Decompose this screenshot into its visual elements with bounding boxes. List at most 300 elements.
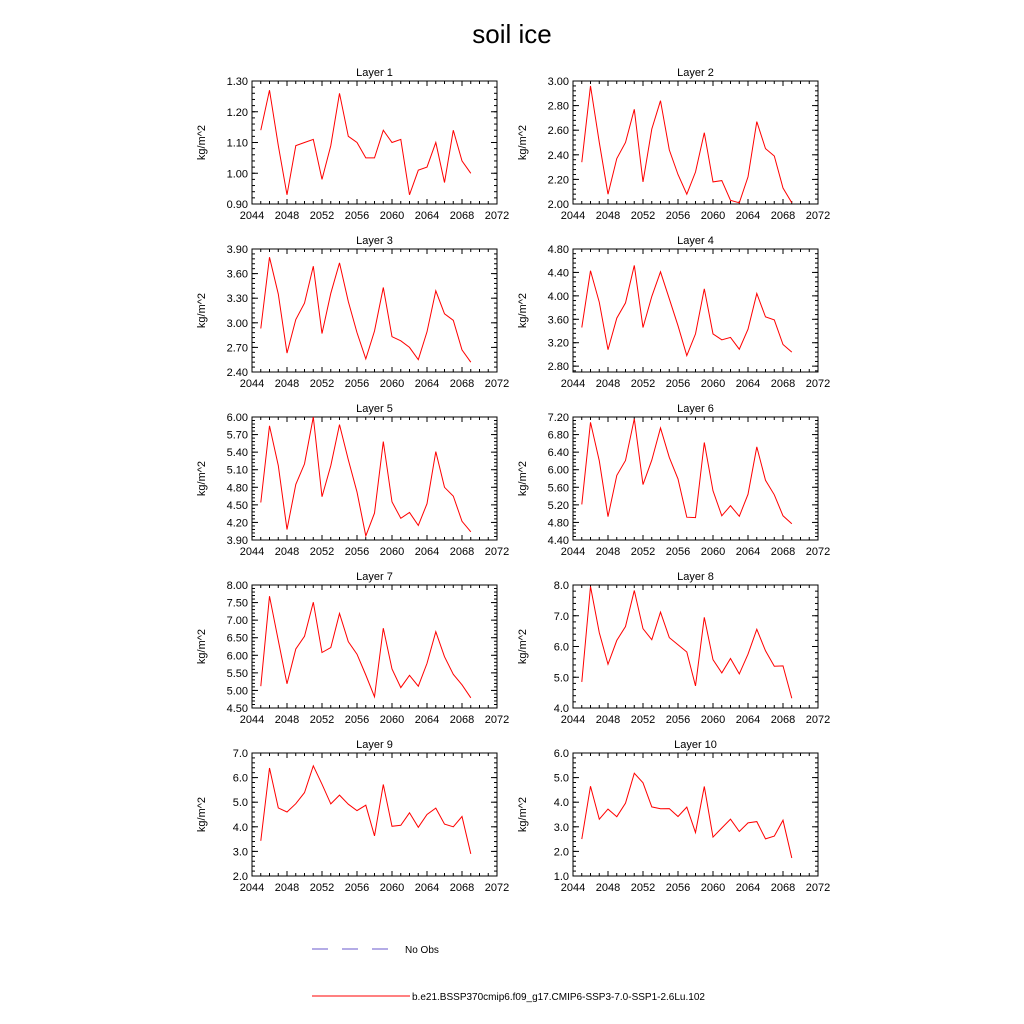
x-tick-label: 2064 (414, 882, 440, 894)
data-point (625, 802, 627, 804)
panel-layer-4 (517, 235, 830, 390)
x-tick-label: 2068 (770, 546, 796, 558)
data-point (304, 302, 306, 304)
data-point (642, 181, 644, 183)
data-point (773, 494, 775, 496)
y-tick-label: 3.0 (553, 821, 569, 834)
data-point (703, 288, 705, 290)
data-point (365, 674, 367, 676)
y-tick-label: 6.0 (553, 748, 569, 760)
panel-layer-3 (196, 235, 509, 390)
data-point (581, 503, 583, 505)
data-point (461, 815, 463, 817)
data-point (712, 836, 714, 838)
panel-layer-5 (196, 403, 509, 558)
data-point (625, 302, 627, 304)
y-tick-label: 2.00 (547, 199, 569, 211)
data-point (747, 176, 749, 178)
y-tick-label: 6.50 (226, 632, 248, 645)
data-point (409, 812, 411, 814)
data-point (409, 511, 411, 513)
data-point (660, 427, 662, 429)
x-tick-label: 2072 (484, 882, 510, 894)
y-tick-label: 5.50 (226, 667, 248, 680)
x-tick-label: 2068 (770, 210, 796, 222)
data-point (651, 459, 653, 461)
data-point (677, 173, 679, 175)
data-point (773, 835, 775, 837)
y-tick-label: 2.60 (547, 125, 569, 138)
data-point (277, 145, 279, 147)
data-point (295, 648, 297, 650)
x-tick-label: 2068 (449, 210, 475, 222)
data-point (426, 662, 428, 664)
data-point (616, 317, 618, 319)
data-point (286, 683, 288, 685)
y-tick-label: 6.0 (553, 641, 569, 654)
plot-frame (252, 249, 497, 372)
data-point (738, 202, 740, 204)
data-point (365, 358, 367, 360)
data-point (712, 490, 714, 492)
panel-layer-8 (517, 571, 830, 726)
x-tick-label: 2072 (484, 714, 510, 726)
data-point (312, 416, 314, 418)
data-point (756, 446, 758, 448)
data-point (607, 808, 609, 810)
legend-label-no-obs: No Obs (405, 945, 439, 956)
data-point (382, 783, 384, 785)
y-tick-label: 4.80 (547, 244, 569, 256)
data-point (312, 138, 314, 140)
y-axis-label: kg/m^2 (196, 628, 208, 665)
x-tick-label: 2068 (770, 378, 796, 390)
data-point (286, 811, 288, 813)
x-tick-label: 2072 (805, 714, 831, 726)
data-point (642, 484, 644, 486)
data-point (616, 474, 618, 476)
y-tick-label: 5.00 (226, 685, 248, 698)
data-point (642, 628, 644, 630)
y-tick-label: 4.20 (226, 517, 248, 530)
y-tick-label: 3.00 (226, 317, 248, 330)
data-point (668, 298, 670, 300)
data-point (382, 441, 384, 443)
data-point (782, 665, 784, 667)
data-point (756, 293, 758, 295)
data-point (651, 639, 653, 641)
data-point (444, 823, 446, 825)
data-point (686, 355, 688, 357)
data-point (286, 528, 288, 530)
data-point (773, 319, 775, 321)
y-tick-label: 3.20 (547, 337, 569, 350)
data-point (581, 326, 583, 328)
x-tick-label: 2052 (309, 210, 335, 222)
data-point (277, 640, 279, 642)
y-tick-label: 4.80 (547, 517, 569, 530)
panel-title: Layer 4 (677, 235, 714, 247)
data-point (444, 313, 446, 315)
data-point (581, 161, 583, 163)
y-tick-label: 6.00 (547, 464, 569, 477)
data-point (391, 501, 393, 503)
data-point (330, 292, 332, 294)
x-tick-label: 2068 (449, 882, 475, 894)
y-tick-label: 5.20 (547, 499, 569, 512)
y-axis-label: kg/m^2 (517, 124, 529, 161)
data-point (374, 512, 376, 514)
data-point (417, 169, 419, 171)
data-point (765, 316, 767, 318)
data-point (791, 523, 793, 525)
x-tick-label: 2052 (309, 714, 335, 726)
data-point (444, 181, 446, 183)
data-point (312, 265, 314, 267)
data-point (461, 520, 463, 522)
x-tick-label: 2060 (379, 210, 405, 222)
data-point (339, 92, 341, 94)
data-point (339, 262, 341, 264)
data-point (444, 486, 446, 488)
data-point (260, 840, 262, 842)
data-point (374, 835, 376, 837)
y-tick-label: 3.60 (226, 268, 248, 281)
data-point (356, 653, 358, 655)
data-point (339, 794, 341, 796)
data-point (347, 459, 349, 461)
data-point (330, 803, 332, 805)
x-tick-label: 2072 (805, 210, 831, 222)
x-tick-label: 2044 (239, 882, 265, 894)
data-point (417, 524, 419, 526)
panel-layer-7 (196, 571, 509, 726)
x-tick-label: 2072 (484, 378, 510, 390)
data-point (791, 697, 793, 699)
y-axis-label: kg/m^2 (517, 292, 529, 329)
panel-title: Layer 1 (356, 67, 393, 79)
data-point (321, 332, 323, 334)
x-tick-label: 2060 (379, 378, 405, 390)
data-point (339, 612, 341, 614)
data-point (625, 626, 627, 628)
plot-frame (252, 585, 497, 708)
y-tick-label: 6.80 (547, 429, 569, 442)
x-tick-label: 2060 (379, 546, 405, 558)
y-axis-label: kg/m^2 (196, 796, 208, 833)
x-tick-label: 2048 (595, 378, 621, 390)
x-tick-label: 2060 (700, 546, 726, 558)
x-tick-label: 2072 (484, 546, 510, 558)
y-tick-label: 5.10 (226, 464, 248, 477)
x-tick-label: 2052 (309, 882, 335, 894)
panel-layer-1 (196, 67, 509, 222)
panel-layer-2 (517, 67, 830, 222)
data-point (686, 806, 688, 808)
panel-title: Layer 8 (677, 571, 714, 583)
data-point (590, 586, 592, 588)
data-point (321, 178, 323, 180)
data-point (304, 792, 306, 794)
data-point (409, 194, 411, 196)
data-point (269, 89, 271, 91)
plot-frame (252, 753, 497, 876)
data-point (677, 325, 679, 327)
data-point (365, 535, 367, 537)
y-tick-label: 7.50 (226, 597, 248, 610)
x-tick-label: 2060 (379, 882, 405, 894)
data-point (607, 349, 609, 351)
x-tick-label: 2064 (735, 378, 761, 390)
series-line (261, 417, 471, 536)
data-point (339, 424, 341, 426)
y-tick-label: 5.40 (226, 447, 248, 460)
data-point (461, 160, 463, 162)
data-point (660, 808, 662, 810)
data-point (607, 663, 609, 665)
data-point (461, 684, 463, 686)
x-tick-label: 2044 (560, 714, 586, 726)
data-point (417, 685, 419, 687)
x-tick-label: 2064 (414, 378, 440, 390)
y-tick-label: 2.40 (226, 367, 248, 379)
x-tick-label: 2044 (560, 210, 586, 222)
data-point (400, 517, 402, 519)
data-point (382, 287, 384, 289)
x-tick-label: 2056 (344, 378, 370, 390)
data-point (435, 142, 437, 144)
data-point (668, 456, 670, 458)
data-point (374, 696, 376, 698)
data-point (765, 650, 767, 652)
data-point (633, 418, 635, 420)
y-tick-label: 4.80 (226, 482, 248, 495)
x-tick-label: 2064 (735, 882, 761, 894)
data-point (703, 132, 705, 134)
x-tick-label: 2068 (770, 714, 796, 726)
y-tick-label: 6.00 (226, 650, 248, 663)
data-point (651, 806, 653, 808)
data-point (304, 635, 306, 637)
x-tick-label: 2056 (665, 378, 691, 390)
panel-title: Layer 3 (356, 235, 393, 247)
x-tick-label: 2052 (630, 378, 656, 390)
data-point (756, 121, 758, 123)
data-point (703, 785, 705, 787)
x-tick-label: 2060 (700, 882, 726, 894)
x-tick-label: 2072 (805, 882, 831, 894)
data-point (400, 340, 402, 342)
data-point (312, 601, 314, 603)
x-tick-label: 2056 (665, 546, 691, 558)
x-tick-label: 2048 (595, 714, 621, 726)
x-tick-label: 2056 (344, 210, 370, 222)
data-point (747, 653, 749, 655)
data-point (426, 331, 428, 333)
data-point (703, 441, 705, 443)
y-tick-label: 6.40 (547, 447, 569, 460)
data-point (633, 590, 635, 592)
data-point (470, 697, 472, 699)
panel-title: Layer 6 (677, 403, 714, 415)
data-point (452, 495, 454, 497)
y-tick-label: 7.00 (226, 615, 248, 628)
y-tick-label: 5.0 (553, 672, 569, 685)
data-point (295, 145, 297, 147)
x-tick-label: 2048 (274, 210, 300, 222)
data-point (417, 826, 419, 828)
y-tick-label: 6.0 (232, 772, 248, 785)
x-tick-label: 2044 (560, 546, 586, 558)
data-point (773, 665, 775, 667)
data-point (444, 656, 446, 658)
y-tick-label: 1.30 (226, 76, 248, 88)
data-point (286, 194, 288, 196)
data-point (695, 517, 697, 519)
data-point (668, 808, 670, 810)
data-point (616, 816, 618, 818)
y-tick-label: 1.00 (226, 168, 248, 181)
series-line (261, 596, 471, 698)
y-tick-label: 3.00 (547, 76, 569, 88)
data-point (295, 483, 297, 485)
data-point (452, 673, 454, 675)
data-point (347, 641, 349, 643)
x-tick-label: 2052 (630, 882, 656, 894)
data-point (435, 631, 437, 633)
panel-title: Layer 10 (674, 739, 717, 751)
data-point (677, 478, 679, 480)
y-tick-label: 5.0 (232, 797, 248, 810)
data-point (651, 128, 653, 130)
data-point (625, 142, 627, 144)
data-point (269, 595, 271, 597)
panel-layer-9 (196, 739, 509, 894)
data-point (312, 765, 314, 767)
data-point (756, 628, 758, 630)
data-point (633, 772, 635, 774)
y-tick-label: 3.60 (547, 314, 569, 327)
data-point (642, 326, 644, 328)
data-point (356, 810, 358, 812)
x-tick-label: 2064 (414, 210, 440, 222)
data-point (633, 264, 635, 266)
data-point (747, 493, 749, 495)
data-point (400, 824, 402, 826)
data-point (721, 672, 723, 674)
x-tick-label: 2056 (665, 714, 691, 726)
data-point (382, 627, 384, 629)
data-point (747, 328, 749, 330)
data-point (712, 333, 714, 335)
data-point (616, 639, 618, 641)
x-tick-label: 2056 (344, 882, 370, 894)
data-point (730, 657, 732, 659)
data-point (452, 319, 454, 321)
y-tick-label: 3.30 (226, 293, 248, 306)
data-point (260, 129, 262, 131)
x-tick-label: 2044 (560, 882, 586, 894)
data-point (417, 359, 419, 361)
x-tick-label: 2064 (735, 546, 761, 558)
data-point (260, 502, 262, 504)
data-point (765, 479, 767, 481)
x-tick-label: 2064 (414, 714, 440, 726)
data-point (712, 659, 714, 661)
data-point (642, 782, 644, 784)
x-tick-label: 2060 (700, 378, 726, 390)
data-point (703, 616, 705, 618)
data-point (461, 349, 463, 351)
data-point (470, 853, 472, 855)
data-point (660, 100, 662, 102)
y-tick-label: 5.0 (553, 772, 569, 785)
y-tick-label: 4.0 (232, 821, 248, 834)
data-point (721, 339, 723, 341)
data-point (260, 328, 262, 330)
data-point (277, 465, 279, 467)
y-tick-label: 7.0 (553, 610, 569, 623)
y-axis-label: kg/m^2 (196, 292, 208, 329)
data-point (452, 826, 454, 828)
plot-frame (573, 249, 818, 372)
data-point (730, 199, 732, 201)
data-point (782, 343, 784, 345)
x-tick-label: 2048 (595, 546, 621, 558)
panel-layer-6 (517, 403, 830, 558)
data-point (765, 148, 767, 150)
x-tick-label: 2056 (344, 546, 370, 558)
series-line (582, 86, 792, 203)
data-point (365, 804, 367, 806)
data-point (791, 202, 793, 204)
x-tick-label: 2048 (274, 882, 300, 894)
x-tick-label: 2048 (274, 378, 300, 390)
data-point (391, 825, 393, 827)
data-point (452, 129, 454, 131)
y-tick-label: 2.40 (547, 149, 569, 162)
data-point (365, 157, 367, 159)
x-tick-label: 2064 (735, 714, 761, 726)
data-point (686, 651, 688, 653)
data-point (435, 807, 437, 809)
data-point (686, 193, 688, 195)
data-point (400, 138, 402, 140)
data-point (590, 421, 592, 423)
series-line (261, 257, 471, 362)
data-point (668, 149, 670, 151)
data-point (409, 674, 411, 676)
y-tick-label: 1.10 (226, 137, 248, 150)
data-point (695, 831, 697, 833)
y-tick-label: 3.0 (232, 846, 248, 859)
series-line (582, 587, 792, 699)
y-tick-label: 0.90 (226, 199, 248, 211)
x-tick-label: 2052 (630, 714, 656, 726)
data-point (330, 465, 332, 467)
data-point (269, 767, 271, 769)
data-point (660, 271, 662, 273)
data-point (756, 821, 758, 823)
data-point (321, 496, 323, 498)
data-point (625, 459, 627, 461)
data-point (747, 822, 749, 824)
data-point (382, 129, 384, 131)
data-point (391, 336, 393, 338)
x-tick-label: 2072 (805, 378, 831, 390)
x-tick-label: 2048 (274, 546, 300, 558)
data-point (470, 172, 472, 174)
